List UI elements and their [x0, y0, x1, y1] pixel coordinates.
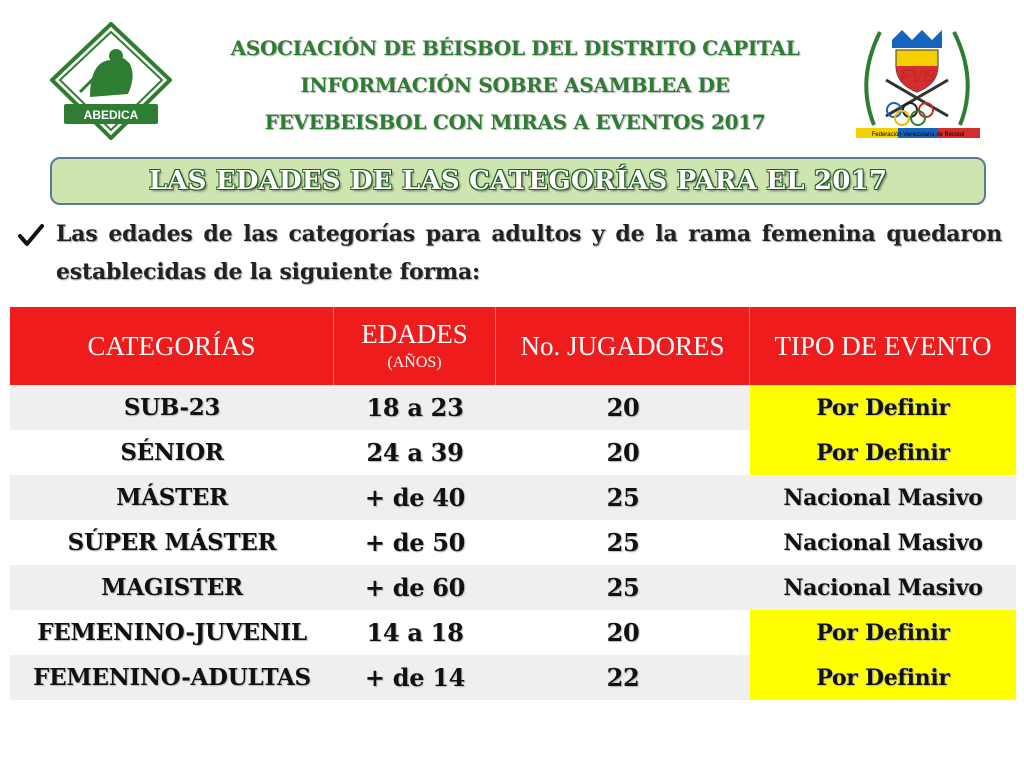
cell-tipo-evento: Por Definir [750, 655, 1016, 700]
cell-tipo-evento: Por Definir [750, 430, 1016, 475]
cell-jugadores: 20 [606, 393, 640, 422]
checkmark-icon [16, 221, 46, 251]
header-jugadores: No. JUGADORES [496, 307, 750, 385]
table-row [10, 520, 1016, 565]
cell-jugadores: 22 [606, 663, 640, 692]
header-edades [334, 307, 496, 385]
table-body [10, 385, 1016, 700]
cell-jugadores: 25 [606, 573, 640, 602]
cell-categoria: SUB-23 [123, 394, 221, 421]
cell-categoria: SÚPER MÁSTER [67, 529, 277, 556]
cell-edades: + de 40 [364, 483, 466, 512]
cell-jugadores: 25 [606, 528, 640, 557]
abedica-logo [50, 22, 172, 140]
header-line-1: ASOCIACIÓN DE BÉISBOL DEL DISTRITO CAPITAL [230, 36, 800, 60]
cell-tipo-evento: Nacional Masivo [783, 574, 983, 601]
abedica-logo-text: ABEDICA [83, 108, 139, 122]
cell-edades: + de 14 [364, 663, 466, 692]
cell-jugadores: 20 [606, 438, 640, 467]
header-edades-unit: (AÑOS) [387, 354, 442, 372]
cell-edades: 14 a 18 [366, 618, 464, 647]
header-edades-label: EDADES [361, 319, 468, 350]
cell-categoria: SÉNIOR [120, 439, 224, 466]
table-row [10, 430, 1016, 475]
fvb-logo [852, 20, 982, 146]
cell-tipo-evento: Nacional Masivo [783, 529, 983, 556]
cell-edades: 24 a 39 [366, 438, 464, 467]
section-banner [50, 157, 986, 205]
table-row [10, 655, 1016, 700]
header-tipo-evento: TIPO DE EVENTO [774, 330, 992, 361]
table-header [10, 307, 1016, 385]
header-line-2: INFORMACIÓN SOBRE ASAMBLEA DE [300, 73, 730, 97]
cell-tipo-evento: Nacional Masivo [783, 484, 983, 511]
cell-jugadores: 20 [606, 618, 640, 647]
cell-edades: 18 a 23 [366, 393, 464, 422]
cell-categoria: MÁSTER [116, 484, 228, 511]
cell-tipo-evento: Por Definir [750, 385, 1016, 430]
cell-jugadores: 25 [606, 483, 640, 512]
cell-edades: + de 60 [364, 573, 466, 602]
fvb-band-text: Federación Venezolana de Béisbol [871, 132, 965, 138]
cell-edades: + de 50 [364, 528, 466, 557]
table-row [10, 565, 1016, 610]
intro-block [16, 215, 1002, 291]
table-row [10, 385, 1016, 430]
header-line-3: FEVEBEISBOL CON MIRAS A EVENTOS 2017 [264, 110, 766, 134]
cell-categoria: MAGISTER [101, 574, 243, 601]
cell-tipo-evento: Por Definir [750, 610, 1016, 655]
intro-text: Las edades de las categorías para adultos y de la rama femenina quedaron establecidas de la siguiente forma: [56, 221, 1002, 285]
cell-categoria: FEMENINO-JUVENIL [37, 619, 307, 646]
header-categorias: CATEGORÍAS [10, 307, 334, 385]
fvb-logo-text: FVB [900, 66, 936, 86]
categories-table [10, 307, 1016, 700]
table-row [10, 475, 1016, 520]
banner-title: LAS EDADES DE LAS CATEGORÍAS PARA EL 2017 [148, 166, 888, 196]
cell-categoria: FEMENINO-ADULTAS [33, 664, 311, 691]
table-row [10, 610, 1016, 655]
header-titles [180, 30, 850, 141]
